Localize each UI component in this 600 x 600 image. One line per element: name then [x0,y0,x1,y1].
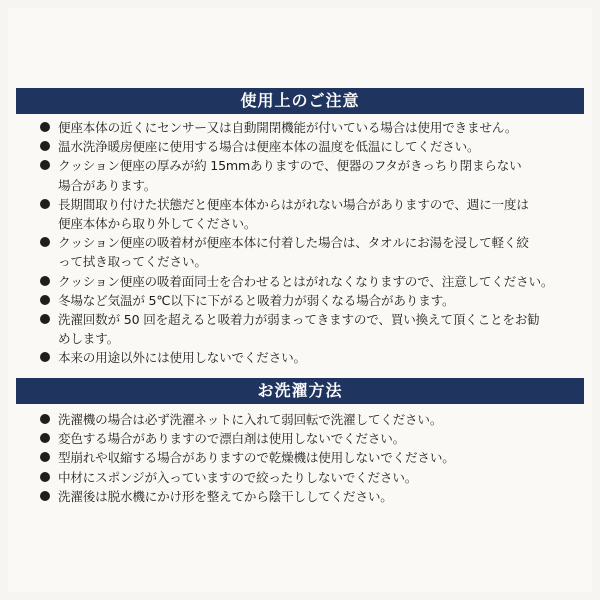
list-item-text: 場合があります。 [58,177,157,193]
list-item-text: 洗濯後は脱水機にかけ形を整えてから陰干ししてください。 [58,488,393,504]
caution-item [40,233,588,271]
washing-list [40,410,588,506]
washing-item [40,468,588,487]
caution-item [40,137,588,156]
list-item-text: 変色する場合がありますので漂白剤は使用しないでください。 [58,431,406,447]
bullet-icon [40,472,50,482]
washing-item [40,429,588,448]
caution-item [40,291,588,310]
caution-item [40,272,588,291]
washing-item [40,448,588,467]
washing-item [40,487,588,506]
list-item-text: 便座本体の近くにセンサー又は自動開閉機能が付いている場合は使用できません。 [58,120,518,135]
caution-item [40,195,588,233]
list-item-text: クッション便座の吸着面同士を合わせるとはがれなくなりますので、注意してください。 [58,273,554,289]
bullet-icon [40,433,50,443]
bullet-icon [40,199,50,209]
caution-list [40,118,588,368]
bullet-icon [40,314,50,324]
bullet-icon [40,237,50,247]
list-item-text: 型崩れや収縮する場合がありますので乾燥機は使用しないでください。 [58,450,455,466]
bullet-icon [40,122,50,132]
bullet-icon [40,352,50,362]
list-item-text: めします。 [58,331,119,347]
bullet-icon [40,295,50,305]
list-item-text: 冬場など気温が 5℃以下に下がると吸着力が弱くなる場合があります。 [58,292,455,308]
list-item-text: クッション便座の厚みが約 15mmありますので、便器のフタがきっちり閉まらない [58,158,522,174]
list-item-text: 温水洗浄暖房便座に使用する場合は便座本体の温度を低温にしてください。 [58,139,480,155]
bullet-icon [40,141,50,151]
caution-item [40,156,588,194]
list-item-text: 中材にスポンジが入っていますので絞ったりしないでください。 [58,469,418,485]
list-item-text: 洗濯回数が 50 回を超えると吸着力が弱まってきますので、買い換えて頂くことをお勧 [58,312,540,328]
caution-item [40,118,588,137]
caution-item [40,310,588,348]
washing-section-header: お洗濯方法 [16,378,584,404]
list-item-text: クッション便座の吸着材が便座本体に付着した場合は、タオルにお湯を浸して軽く絞 [58,235,529,251]
bullet-icon [40,414,50,424]
bullet-icon [40,452,50,462]
bullet-icon [40,160,50,170]
list-item-text: 便座本体から取り外してください。 [58,216,257,232]
list-item-text: 長期間取り付けた状態だと便座本体からはがれない場合がありますので、週に一度は [58,196,529,212]
washing-item [40,410,588,429]
list-item-text: 洗濯機の場合は必ず洗濯ネットに入れて弱回転で洗濯してください。 [58,412,443,427]
list-item-text: 本来の用途以外には使用しないでください。 [58,350,306,366]
caution-item [40,348,588,367]
bullet-icon [40,491,50,501]
bullet-icon [40,276,50,286]
list-item-text: って拭き取ってください。 [58,254,207,270]
caution-section-header: 使用上のご注意 [16,88,584,114]
